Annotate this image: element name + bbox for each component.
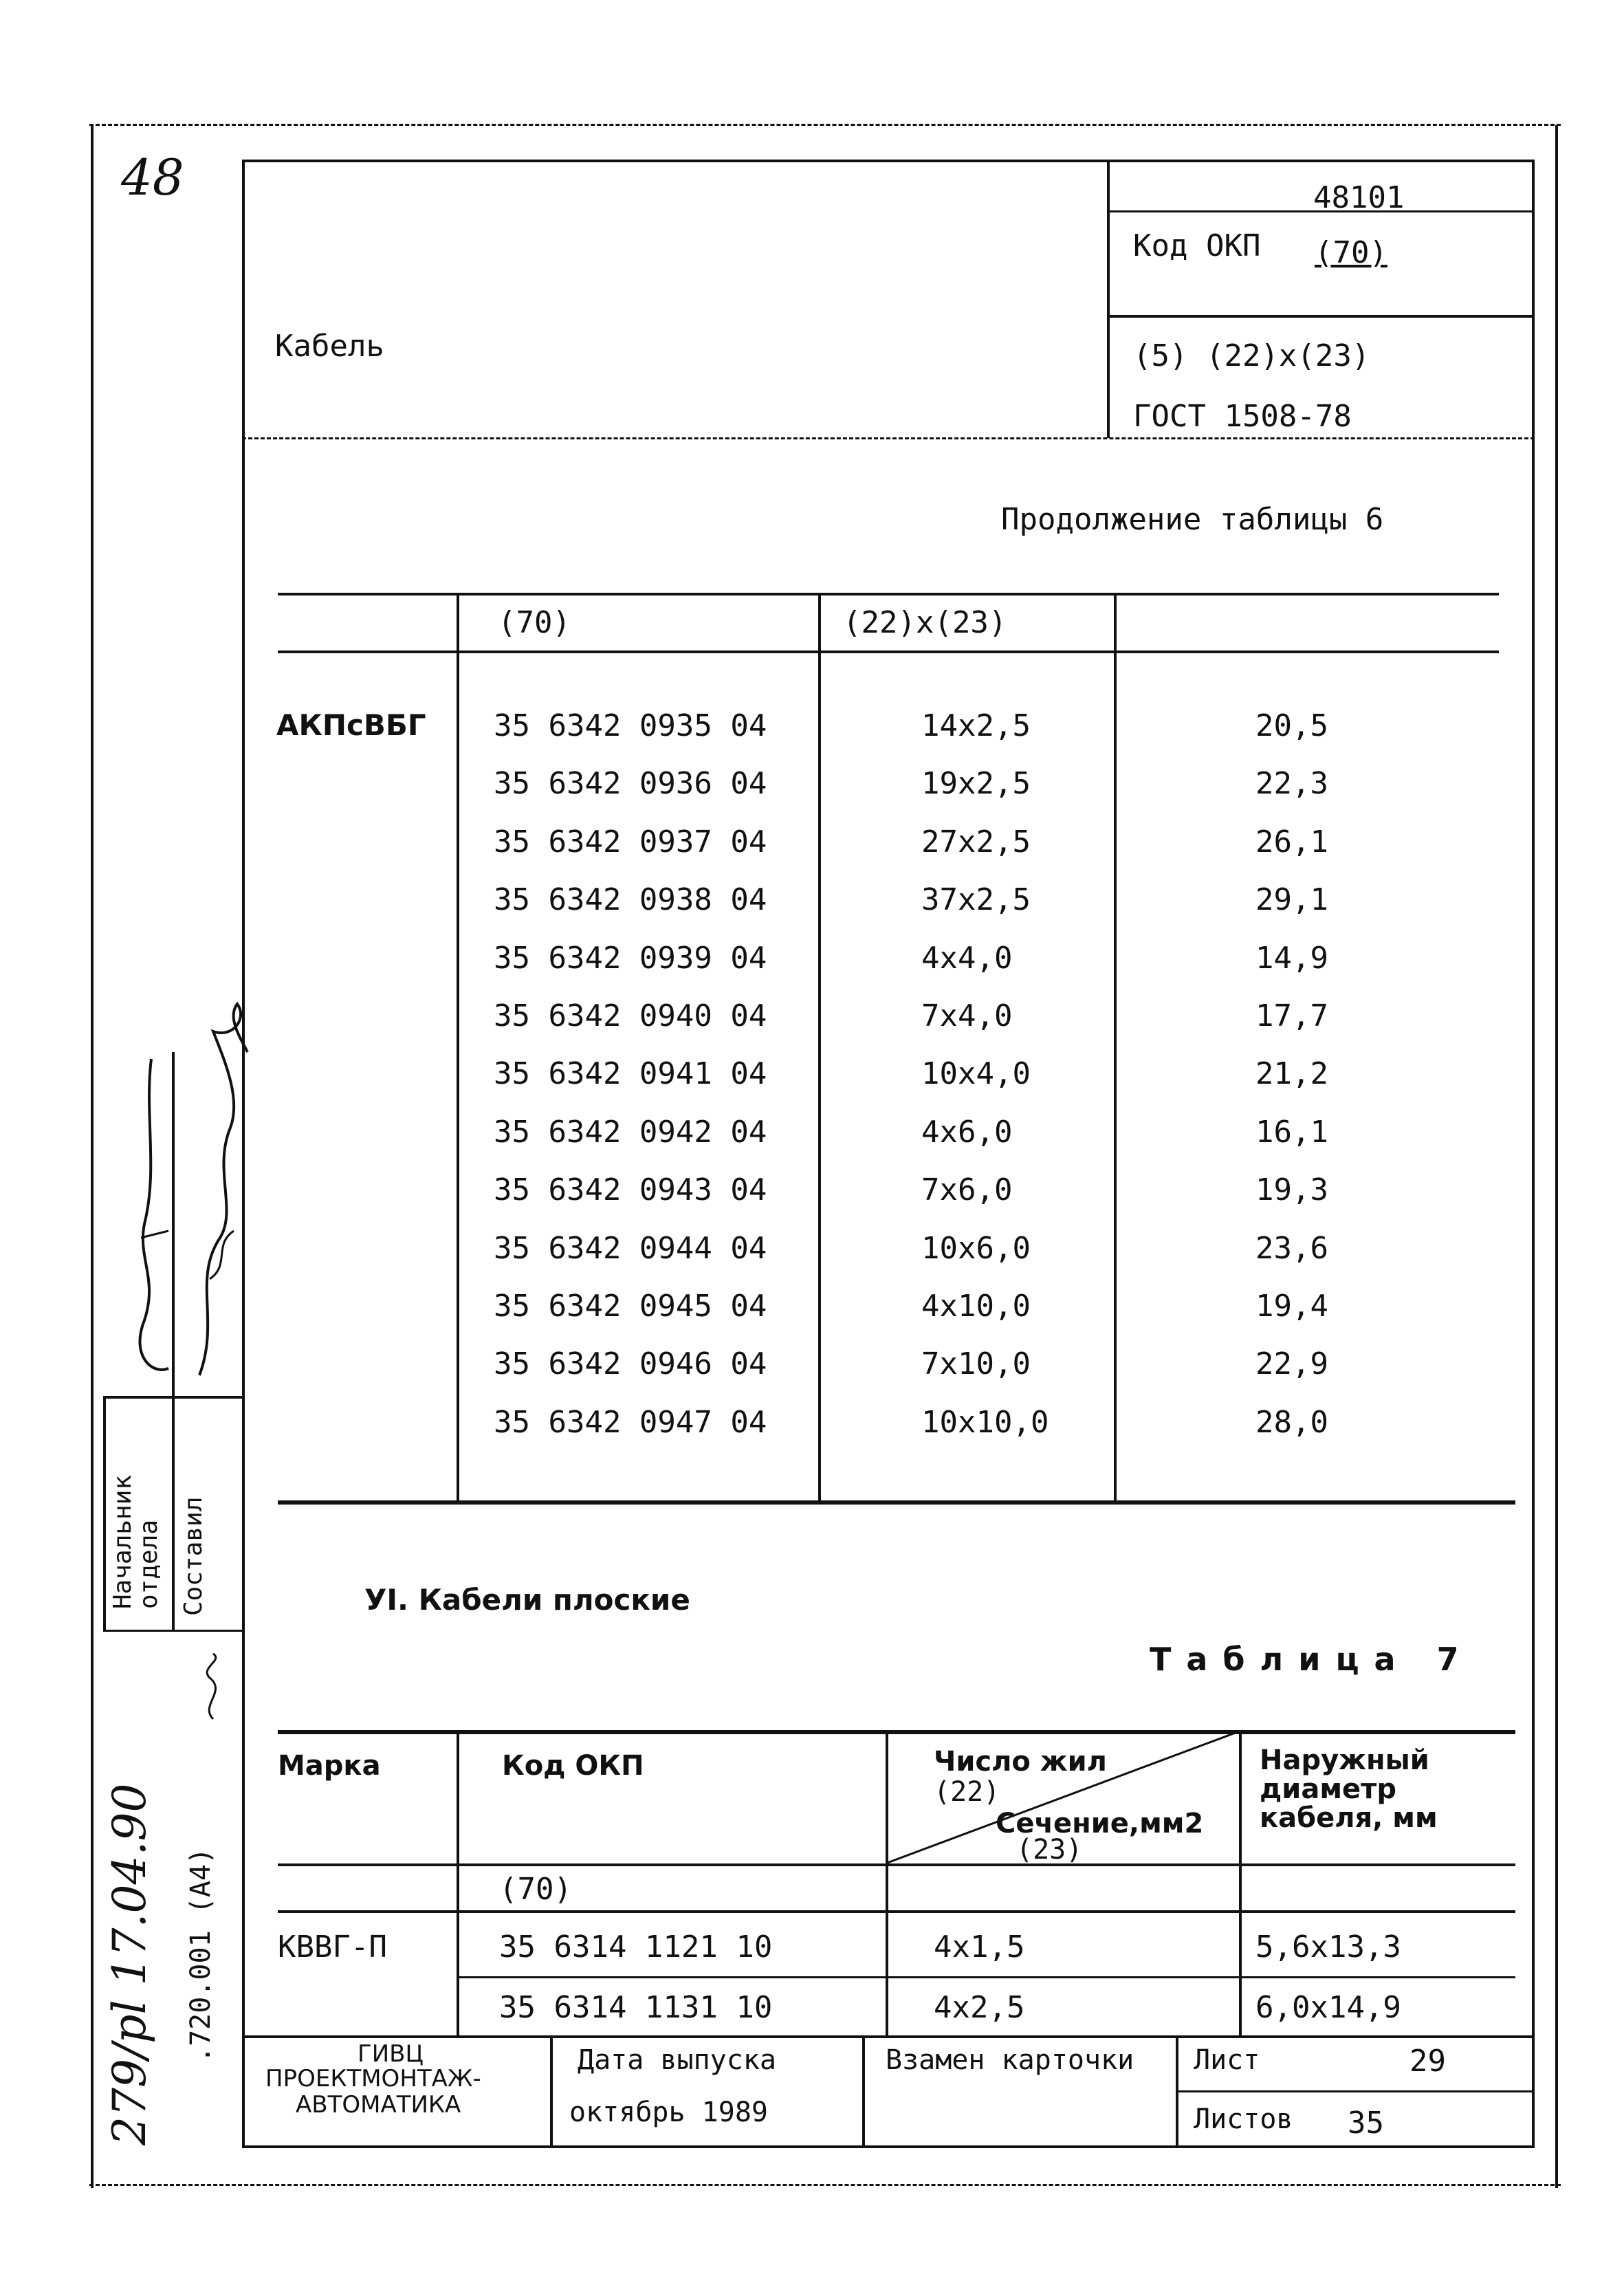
section6-heading: УI. Кабели плоские [364, 1583, 690, 1617]
side-stamp-left-border [103, 1396, 106, 1630]
table6-row-section: 37x2,5 [921, 882, 1031, 917]
footer-org-2: ПРОЕКТМОНТАЖ- [265, 2065, 481, 2092]
table7-row1-diameter: 5,6x13,3 [1255, 1929, 1401, 1965]
header-formula: (5) (22)x(23) [1133, 338, 1370, 373]
table6-row-code: 35 6342 0941 04 [494, 1056, 767, 1091]
table6-row-code: 35 6342 0945 04 [494, 1289, 767, 1324]
table6-row-diameter: 22,3 [1255, 766, 1328, 801]
table6-row-diameter: 22,9 [1255, 1346, 1328, 1381]
table7-header-section-ref: (23) [1016, 1834, 1083, 1866]
header-okp-label: Код ОКП [1133, 228, 1261, 263]
table7-col-divider-1 [457, 1730, 459, 2035]
footer-sheets-label: Листов [1194, 2103, 1293, 2135]
page-frame-right [1555, 125, 1558, 2188]
table6-continuation-label: Продолжение таблицы 6 [1001, 502, 1384, 537]
header-standard: ГОСТ 1508-78 [1133, 399, 1352, 434]
header-title: Кабель [275, 329, 384, 364]
table6-row-diameter: 28,0 [1255, 1405, 1328, 1440]
table7-code-ref: (70) [499, 1872, 572, 1907]
table7-row2-code: 35 6314 1131 10 [499, 1990, 773, 2025]
footer-release-date: октябрь 1989 [569, 2097, 768, 2128]
table7-header-brand: Марка [278, 1750, 381, 1782]
table7-header-cores-ref: (22) [934, 1776, 1000, 1808]
table7-row2-section: 4x2,5 [934, 1990, 1025, 2025]
table6-row-diameter: 16,1 [1255, 1115, 1328, 1150]
table6-row-section: 7x6,0 [921, 1172, 1013, 1207]
table6-row-code: 35 6342 0936 04 [494, 766, 767, 801]
table6-row-section: 4x6,0 [921, 1115, 1013, 1150]
footer-top-border [242, 2035, 1535, 2038]
table6-row-diameter: 21,2 [1255, 1056, 1328, 1091]
table6-row-code: 35 6342 0938 04 [494, 882, 767, 917]
table6-row-section: 19x2,5 [921, 766, 1031, 801]
table7-row1-code: 35 6314 1121 10 [499, 1929, 773, 1965]
table6-row-diameter: 19,3 [1255, 1172, 1328, 1207]
table6-row-section: 4x10,0 [921, 1289, 1031, 1324]
table6-row-code: 35 6342 0946 04 [494, 1346, 767, 1381]
table6-header-code: (70) [498, 605, 571, 640]
footer-org-1: ГИВЦ [358, 2040, 424, 2068]
table6-row-code: 35 6342 0935 04 [494, 708, 767, 743]
header-okp-ref: (70) [1315, 235, 1387, 270]
side-stamp-head-of-dept: Начальник отдела [109, 1474, 163, 1609]
table6-row-code: 35 6342 0939 04 [494, 941, 767, 976]
table6-row-code: 35 6342 0943 04 [494, 1172, 767, 1207]
header-bottom-border [242, 437, 1535, 439]
footer-col-divider-1 [550, 2035, 553, 2147]
card-top-border [242, 160, 1535, 162]
footer-release-label: Дата выпуска [578, 2044, 776, 2076]
table6-header-section: (22)x(23) [843, 605, 1007, 640]
table6-col-divider-3 [1114, 593, 1117, 1500]
table6-row-diameter: 29,1 [1255, 882, 1328, 917]
page-frame-top [89, 124, 1561, 126]
table6-col-divider-2 [818, 593, 821, 1500]
corner-page-number: 48 [121, 149, 184, 206]
side-initials [193, 1650, 234, 1726]
footer-replace-label: Взамен карточки [886, 2044, 1134, 2076]
side-stamp-composed-by: Составил [179, 1496, 208, 1616]
footer-sheet-divider [1177, 2090, 1532, 2092]
header-code-number: 48101 [1313, 180, 1405, 215]
table6-row-section: 7x10,0 [921, 1346, 1031, 1381]
table7-row1-brand: КВВГ-П [278, 1929, 387, 1965]
side-stamp-bottom-border [103, 1630, 243, 1632]
table6-row-diameter: 17,7 [1255, 998, 1328, 1034]
table6-row-diameter: 20,5 [1255, 708, 1328, 743]
table6-row-code: 35 6342 0942 04 [494, 1115, 767, 1150]
table6-row-code: 35 6342 0937 04 [494, 824, 767, 860]
table6-row-diameter: 19,4 [1255, 1289, 1328, 1324]
table6-row-section: 10x6,0 [921, 1231, 1031, 1266]
table7-header-diameter-1: Наружный [1260, 1745, 1429, 1776]
table7-header-cores: Число жил [934, 1746, 1107, 1778]
table6-row-section: 10x4,0 [921, 1056, 1031, 1091]
table6-row-code: 35 6342 0947 04 [494, 1405, 767, 1440]
table6-row-section: 27x2,5 [921, 824, 1031, 860]
table7-row2-diameter: 6,0x14,9 [1255, 1990, 1401, 2025]
side-document-code: .720.001 (A4) [185, 1847, 217, 2063]
table6-bottom-border [278, 1500, 1515, 1505]
table6-row-section: 7x4,0 [921, 998, 1013, 1034]
table7-row-divider [457, 1976, 1515, 1978]
signature-composed-by [172, 990, 261, 1389]
table7-row1-section: 4x1,5 [934, 1929, 1025, 1965]
header-divider-vertical [1107, 160, 1110, 438]
table7-header-diameter-3: кабеля, мм [1260, 1802, 1438, 1834]
side-handwritten-stamp: 279/pl 17.04.90 [103, 1783, 156, 2145]
table6-row-diameter: 14,9 [1255, 941, 1328, 976]
table7-label: Таблица 7 [1150, 1641, 1474, 1678]
footer-org-3: АВТОМАТИКА [296, 2091, 461, 2119]
footer-sheet-label: Лист [1194, 2044, 1260, 2076]
table7-header-diameter-2: диаметр [1260, 1773, 1396, 1805]
table6-row-section: 4x4,0 [921, 941, 1013, 976]
card-bottom-border [242, 2145, 1535, 2148]
table6-col-divider-1 [457, 593, 459, 1500]
footer-sheets-total: 35 [1348, 2106, 1384, 2141]
table6-row-section: 10x10,0 [921, 1405, 1049, 1440]
signature-head-of-dept [103, 1031, 179, 1389]
table6-top-border [278, 593, 1499, 595]
page-frame-bottom [89, 2184, 1561, 2186]
table7-header-section: Сечение,мм2 [996, 1808, 1204, 1839]
page-frame-left [91, 125, 94, 2188]
table7-subheader-border [278, 1910, 1515, 1913]
footer-col-divider-2 [862, 2035, 865, 2147]
table6-row-code: 35 6342 0940 04 [494, 998, 767, 1034]
table6-row-code: 35 6342 0944 04 [494, 1231, 767, 1266]
table6-row-diameter: 23,6 [1255, 1231, 1328, 1266]
table6-row-section: 14x2,5 [921, 708, 1031, 743]
table6-brand: АКПсВБГ [276, 708, 426, 742]
card-right-border [1532, 160, 1535, 2147]
footer-sheet-number: 29 [1409, 2044, 1446, 2079]
table7-header-code: Код ОКП [502, 1750, 644, 1782]
header-divider-okp [1108, 315, 1532, 318]
table6-row-diameter: 26,1 [1255, 824, 1328, 860]
table6-header-border [278, 651, 1499, 653]
